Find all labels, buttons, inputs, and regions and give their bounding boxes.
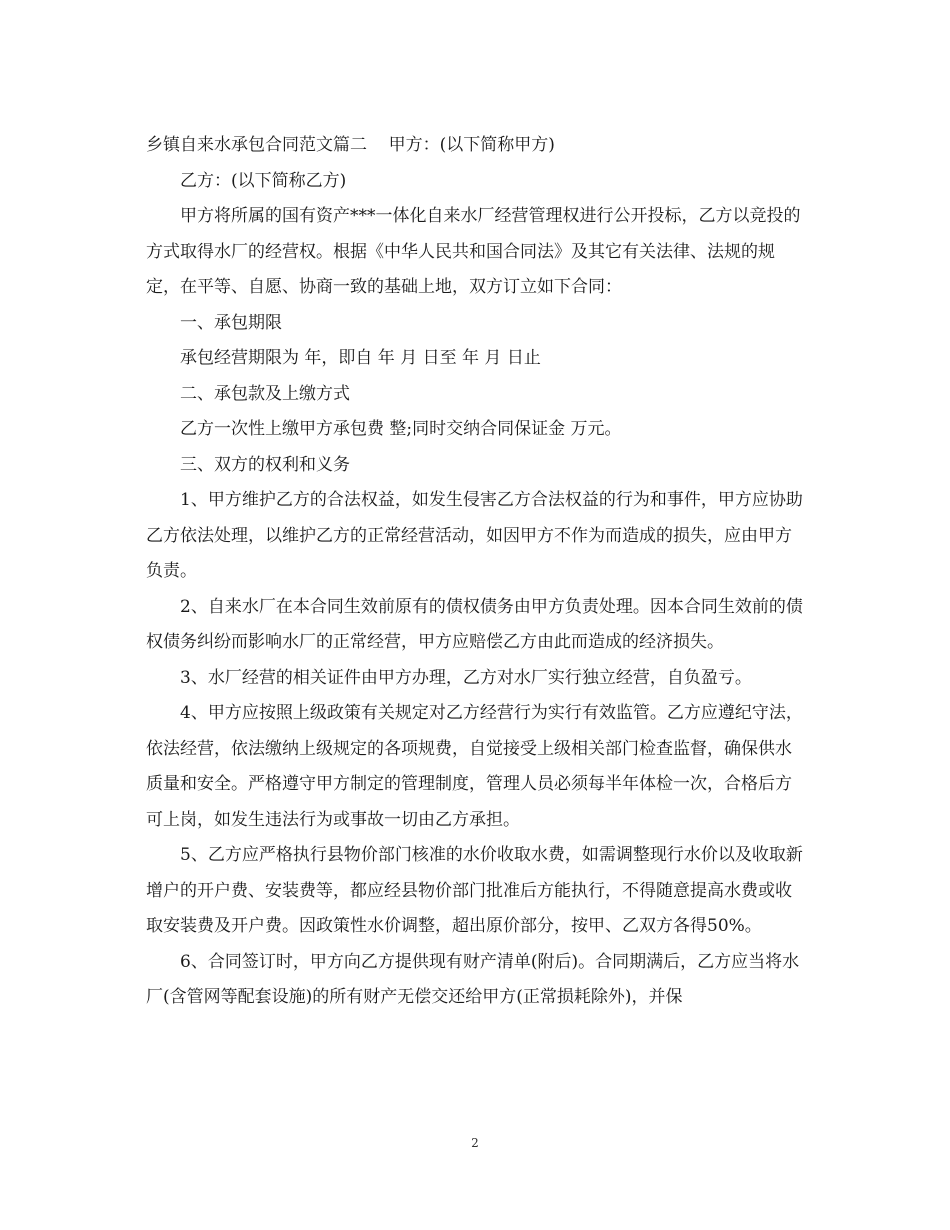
party-b-line: 乙方：(以下简称乙方) [180, 170, 347, 191]
payment-paragraph: 乙方一次性上缴甲方承包费 整;同时交纳合同保证金 万元。 [180, 419, 622, 439]
clause-3: 3、水厂经营的相关证件由甲方办理，乙方对水厂实行独立经营，自负盈亏。 [180, 667, 752, 688]
clause-6: 6、合同签订时，甲方向乙方提供现有财产清单(附后)。合同期满后，乙方应当将水厂(含管网等配套设施)的所有财产无偿交还给甲方(正常损耗除外)，并保 [146, 951, 800, 1007]
section-heading-term: 一、承包期限 [180, 312, 282, 333]
document-title-line: 乡镇自来水承包合同范文篇二 甲方：(以下简称甲方) [146, 135, 555, 155]
term-paragraph: 承包经营期限为 年，即自 年 月 日至 年 月 日止 [180, 348, 541, 368]
clause-4: 4、甲方应按照上级政策有关规定对乙方经营行为实行有效监管。乙方应遵纪守法，依法经营，依法缴纳上级规定的各项规费，自觉接受上级相关部门检查监督，确保供水质量和安全。严格遵守甲方制定的管理制度，管理人员必须每半年体检一次，合格后方可上岗，如发生违法行为或事故一切由乙方承担。 [146, 703, 803, 830]
section-heading-rights: 三、双方的权利和义务 [180, 454, 350, 475]
document-body [146, 128, 808, 1016]
clause-1: 1、甲方维护乙方的合法权益，如发生侵害乙方合法权益的行为和事件，甲方应协助乙方依法处理，以维护乙方的正常经营活动，如因甲方不作为而造成的损失，应由甲方负责。 [146, 490, 803, 581]
page-number: 2 [471, 1136, 479, 1150]
clause-2: 2、自来水厂在本合同生效前原有的债权债务由甲方负责处理。因本合同生效前的债权债务纠纷而影响水厂的正常经营，甲方应赔偿乙方由此而造成的经济损失。 [146, 596, 803, 652]
clause-5: 5、乙方应严格执行县物价部门核准的水价收取水费，如需调整现行水价以及收取新增户的开户费、安装费等，都应经县物价部门批准后方能执行，不得随意提高水费或收取安装费及开户费。因政策性水价调整，超出原价部分，按甲、乙双方各得50%。 [146, 845, 803, 936]
intro-paragraph: 甲方将所属的国有资产***一体化自来水厂经营管理权进行公开投标，乙方以竞投的方式取得水厂的经营权。根据《中华人民共和国合同法》及其它有关法律、法规的规定，在平等、自愿、协商一致的基础上地，双方订立如下合同： [146, 206, 801, 297]
section-heading-payment: 二、承包款及上缴方式 [180, 383, 350, 404]
